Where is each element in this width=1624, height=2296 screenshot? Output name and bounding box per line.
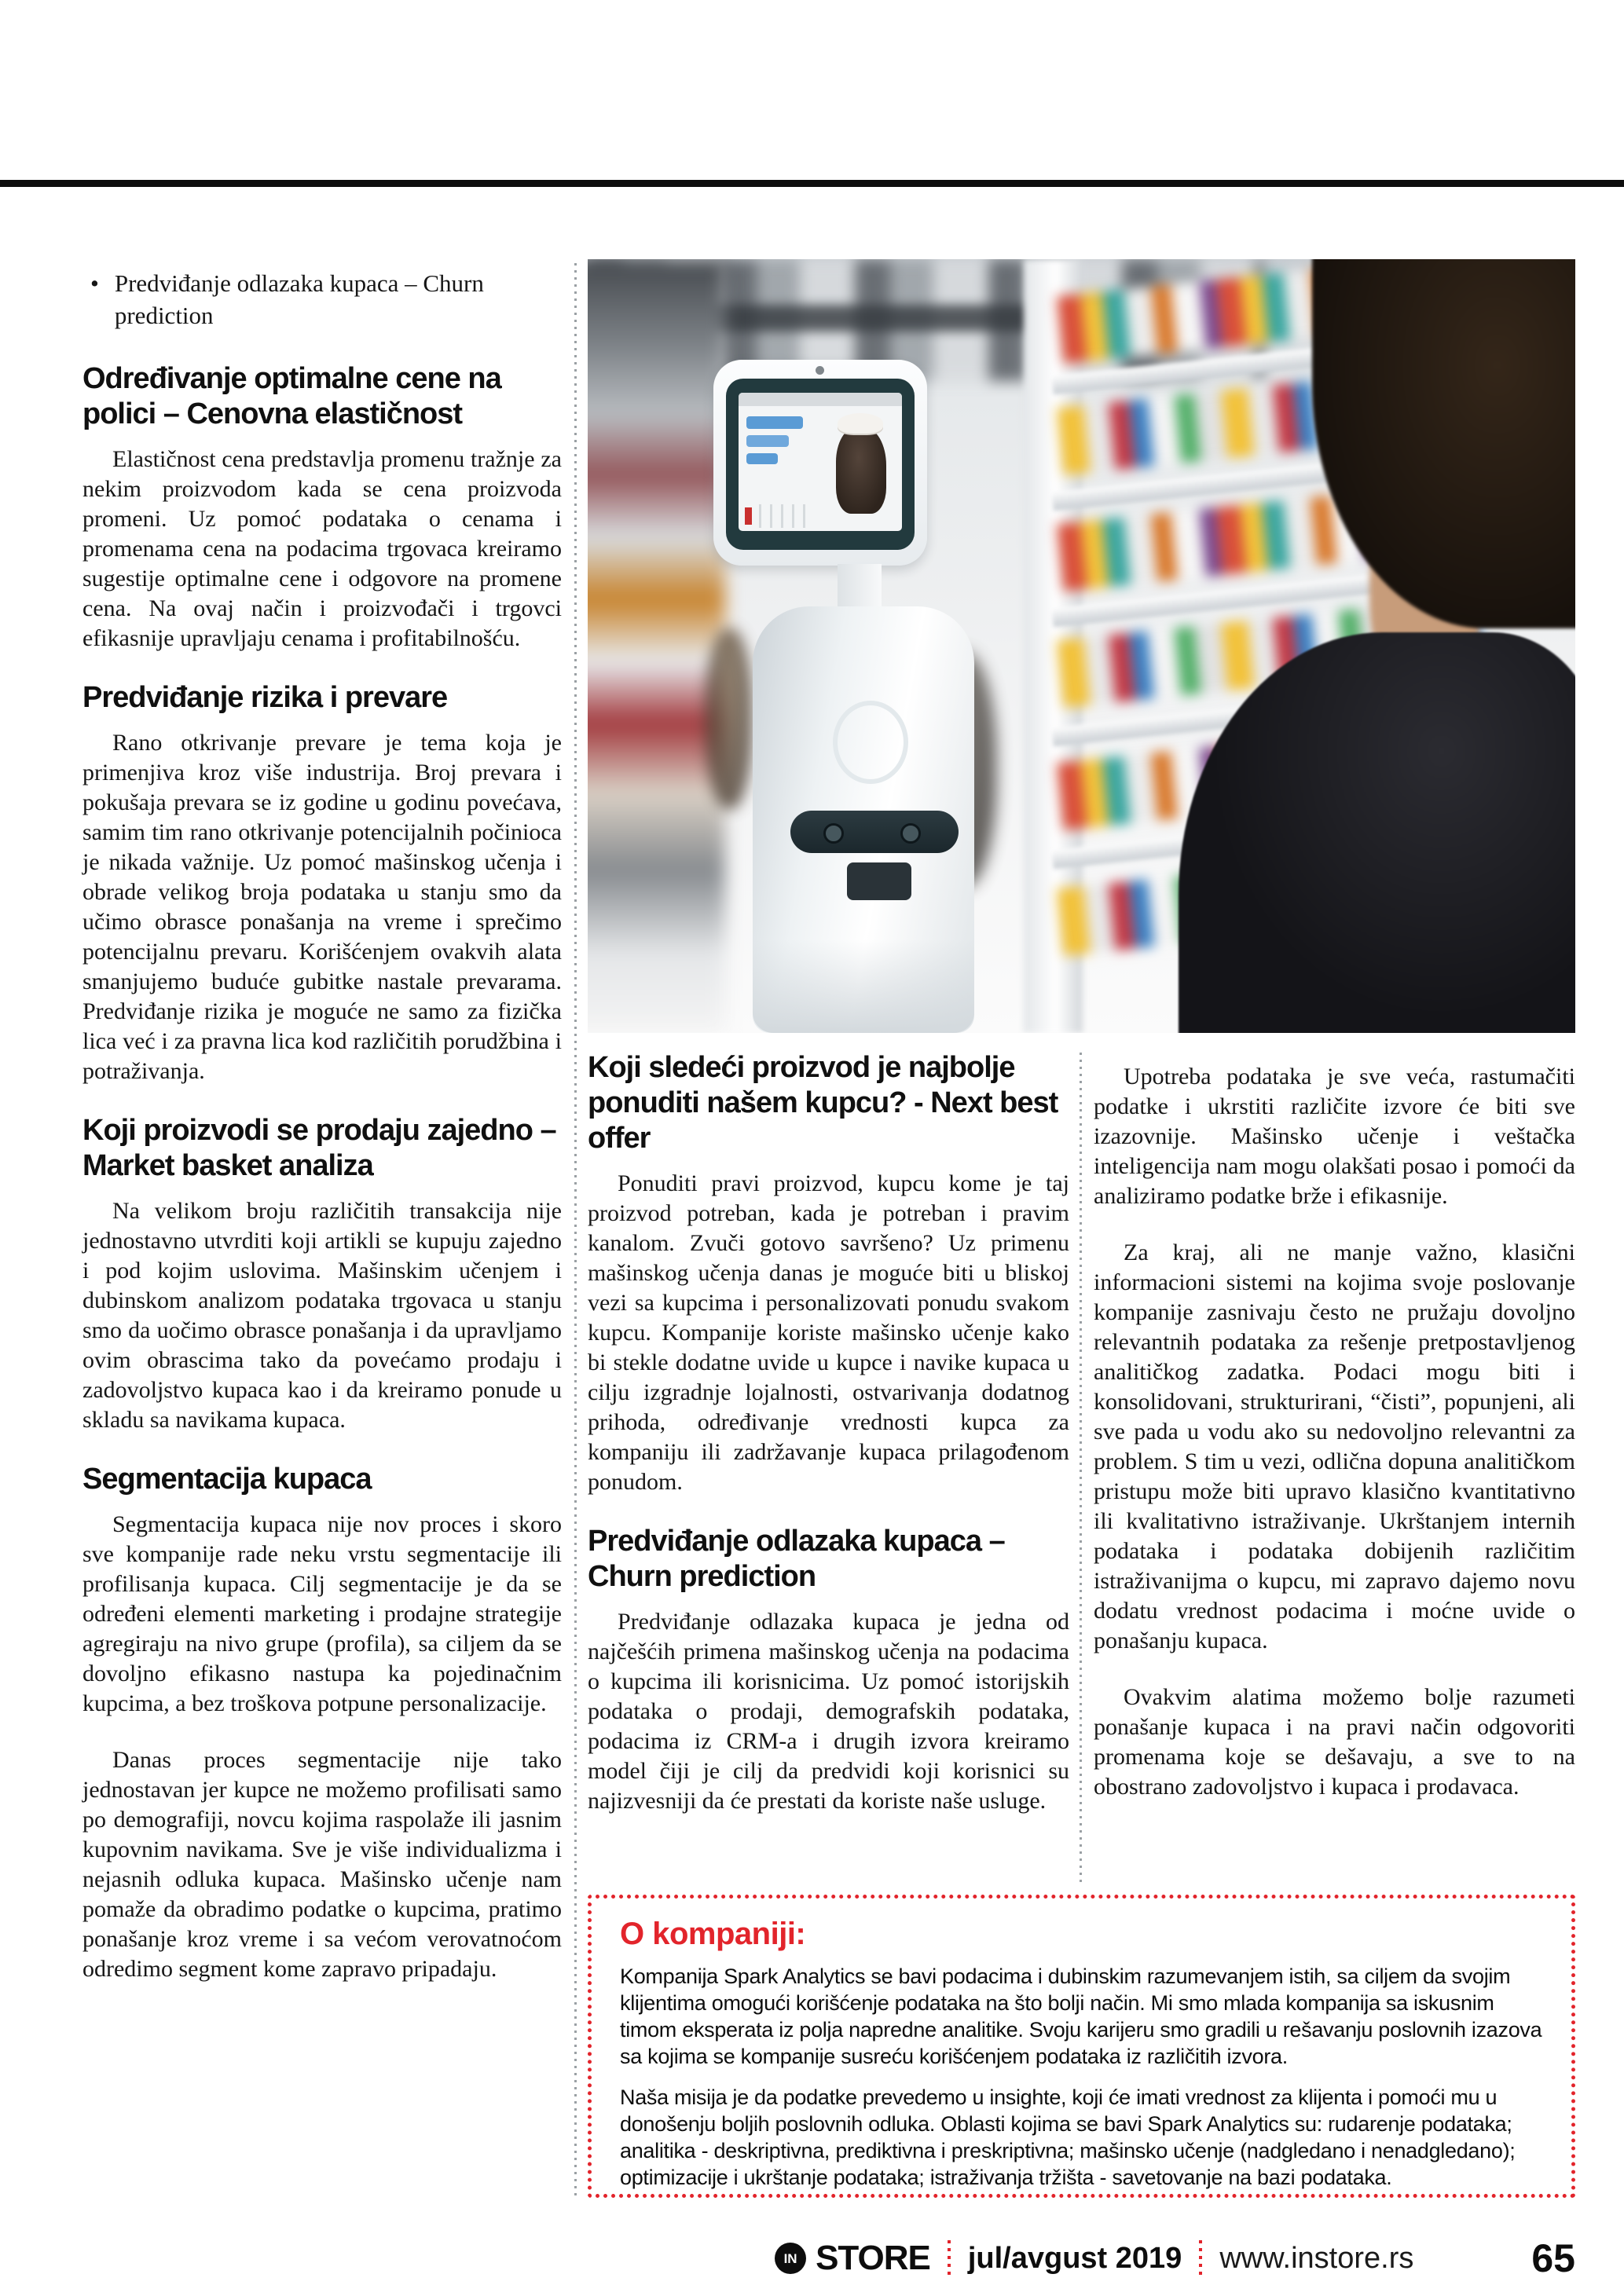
footer-dotted-separator (1199, 2240, 1202, 2276)
column-divider-right (1080, 1053, 1082, 1887)
heading-optimal-price: Određivanje optimalne cene na polici – Cenovna elastičnost (82, 362, 501, 430)
instore-logo-icon (775, 2243, 806, 2274)
middle-column (588, 1050, 1069, 1843)
column-divider-left (574, 263, 577, 2197)
chat-bubble (746, 435, 789, 447)
screen-red-marker (745, 507, 752, 525)
chat-bubble (746, 453, 778, 464)
paragraph-segmentation-2: Danas proces segmentacije nije tako jednostavan jer kupce ne možemo profilisati samo po demografiji, novcu kojima raspolaže ili jasnim kupovnim navikama. Sve je više individualizma i nejasnih odluka kupaca. Mašinsko učenje nam pomaže da obradimo podatke o kupcima, pratimo ponašanje kroz vreme i sa većom verovatnoćom odredimo segment kome zapravo pripadaju. (82, 1747, 562, 1982)
about-company-paragraph-2: Naša misija je da podatke prevedemo u insighte, koji će imati vrednost za klijenta i pomoći mu u donošenju boljih poslovnih odluka. Oblasti kojima se bavi Spark Analytics su: rudarenje podataka; analitika - deskriptivna, prediktivna i preskriptivna; mašinsko učenje (nadgledano i nenadgledano); optimizacije i ukrštanje podataka; istraživanja tržišta - savetovanje na bazi podataka. (620, 2085, 1516, 2189)
heading-next-best-offer: Koji sledeći proizvod je najbolje ponuditi našem kupcu? - Next best offer (588, 1051, 1058, 1155)
robot-camera-icon (816, 366, 824, 375)
bullet-list-item (82, 267, 562, 331)
robot-camera-lens (900, 823, 921, 844)
paragraph-classic-systems: Za kraj, ali ne manje važno, klasični informacioni sistemi na kojima svoje poslovanje kompanije zasnivaju često ne pružaju dovoljno relevantnih podataka za rešenje pretpostavljenog analitičkog zadatka. Podaci mogu biti i konsolidovani, strukturirani, “čisti”, popunjeni, ali sve pada u vodu ako su nedovoljno relevantni za problem. S tim u vezi, odlična dopuna analitičkom pristupu može biti upravo klasično kvantitativno ili kvalitativno istraživanje. Ukrštanjem internih podataka i podataka dobijenih različitim istraživanijma o kupcu, mi zapravo dajemo novu dodatu vrednost podacima i moćne uvide o ponašanju kupaca. (1094, 1240, 1575, 1653)
paragraph-segmentation-1: Segmentacija kupaca nije nov proces i skoro sve kompanije rade neku vrstu segmentacije ili profilisanja kupaca. Cilj segmentacije je da se određeni elementi marketing i prodajne strategije agregiraju na nivo grupe (profila), sa ciljem da se dovoljno efikasno nastupa ka pojedinačnim kupcima, a bez troškova potpune personalizacije. (82, 1511, 562, 1716)
paragraph-next-best-offer: Ponuditi pravi proizvod, kupcu kome je taj proizvod potreban, kada je potreban i pravim kanalom. Zvuči gotovo savršeno? Uz primenu mašinskog učenja danas je moguće biti u bliskoj vezi sa kupcima i personalizovati ponudu svakom kupcu. Kompanije koriste mašinsko učenje kako bi stekle dodatne uvide u kupce i navike kupaca u cilju izgradnje lojalnosti, ostvarivanja dodatnog prihoda, određivanje vrednosti kupca za kompaniju ili zadržavanje kupaca prilagođenom ponudom. (588, 1170, 1069, 1495)
heading-segmentation: Segmentacija kupaca (82, 1463, 372, 1496)
footer-website: www.instore.rs (1219, 2242, 1414, 2275)
bullet-marker: • (90, 269, 99, 297)
top-divider-rule (0, 180, 1624, 187)
robot-ring-emblem (833, 701, 908, 784)
robot-camera-lens (823, 823, 844, 844)
screen-sketch-lines (759, 504, 814, 528)
about-company-paragraph-1: Kompanija Spark Analytics se bavi podacima i dubinskim razumevanjem istih, sa ciljem da svojim klijentima omogući korišćenje podataka na što bolji način. Mi smo mlada kompanija sa iskusnim timom eksperata iz polja napredne analitike. Svoju karijeru smo gradili u rešavanju poslovnih izazova sa kojima se kompanije susreću korišćenjem podataka iz različitih izvora. (620, 1965, 1542, 2068)
paragraph-market-basket: Na velikom broju različitih transakcija nije jednostavno utvrditi koji artikli se kupuju zajedno i pod kojim uslovima. Mašinskim učenjem i dubinskom analizom podataka trgovaca u stanju smo da uočimo obrasce ponašanja i da upravljamo ovim obrascima tako da povećamo prodaju i zadovoljstvo kupaca kao i da kreiramo ponude u skladu sa navikama kupaca. (82, 1198, 562, 1433)
photo-man-suit (1179, 632, 1575, 1033)
page-footer (775, 2236, 1575, 2280)
photo-man-hair (1312, 259, 1575, 628)
screen-person-silhouette (836, 427, 886, 514)
robot-base-shading (753, 939, 974, 1033)
photo-left-shelf (588, 259, 725, 1033)
footer-issue-date: jul/avgust 2019 (967, 2242, 1182, 2275)
right-column (1094, 1062, 1575, 1829)
footer-brand: STORE (816, 2239, 930, 2277)
chat-bubble (746, 416, 803, 429)
robot-sensor-bar (790, 811, 959, 853)
paragraph-optimal-price: Elastičnost cena predstavlja promenu tražnje za nekim proizvodom kada se cena proizvoda promeni. Uz pomoć podataka o cenama i promenama cena na podacima trgovaca kreiramo sugestije optimalne cene i odgovore na promene cena. Na ovaj način i proizvođači i trgovci efikasnije upravljaju cenama i profitabilnošću. (82, 446, 562, 651)
robot-screen-browser-bar (739, 393, 902, 406)
about-company-title: O kompaniji: (620, 1917, 806, 1951)
robot-speaker-box (847, 862, 911, 900)
heading-market-basket: Koji proizvodi se prodaju zajedno – Market basket analiza (82, 1114, 556, 1182)
paragraph-tools-benefit: Ovakvim alatima možemo bolje razumeti ponašanje kupaca i na pravi način odgovoriti promenama koje se dešavaju, a sve to na obostrano zadovoljstvo i kupaca i prodavaca. (1094, 1684, 1575, 1800)
paragraph-data-growth: Upotreba podataka je sve veća, rastumačiti podatke i ukrstiti različite izvore će biti sve izazovnije. Mašinsko učenje i veštačka inteligencija nam mogu olakšati posao i pomoći da analiziramo podatke brže i efikasnije. (1094, 1064, 1575, 1209)
photo-distant-shopper (706, 628, 753, 809)
paragraph-risk-fraud: Rano otkrivanje prevare je tema koja je primenjiva kroz više industrija. Broj prevara i pokušaja prevara se iz godine u godinu povećava, samim tim rano otkrivanje potencijalnih počinioca je nikada važnije. Uz pomoć mašinskog učenja i obrade velikog broja podataka u stanju smo da učimo obrasce ponašanja na vreme i sprečimo potencijalnu prevaru. Korišćenjem ovakvih alata smanjujemo buduće gubitke nastale prevarama. Predviđanje rizika je moguće ne samo za fizička lica već i za pravna lica kod različitih porudžbina i potraživanja. (82, 730, 562, 1084)
heading-churn-prediction: Predviđanje odlazaka kupaca – Churn prediction (588, 1525, 1005, 1593)
screen-person-cap (838, 413, 883, 434)
footer-dotted-separator (948, 2240, 951, 2276)
bullet-text: Predviđanje odlazaka kupaca – Churn prediction (114, 269, 484, 329)
about-company-box (588, 1895, 1575, 2198)
robot-supermarket-photo (588, 259, 1575, 1033)
page-number: 65 (1531, 2236, 1575, 2280)
paragraph-churn-prediction: Predviđanje odlazaka kupaca je jedna od najčešćih primena mašinskog učenja na podacima o kupcima ili korisnicima. Uz pomoć istorijskih podataka o prodaji, demografskih podataka, podacima iz CRM-a i drugih izvora kreiramo model čiji je cilj da predvidi koji korisnici su najizvesniji da će prestati da koriste naše usluge. (588, 1609, 1069, 1814)
heading-risk-fraud: Predviđanje rizika i prevare (82, 681, 448, 714)
instore-logo-monogram: IN (783, 2250, 797, 2266)
left-column (82, 267, 562, 2011)
